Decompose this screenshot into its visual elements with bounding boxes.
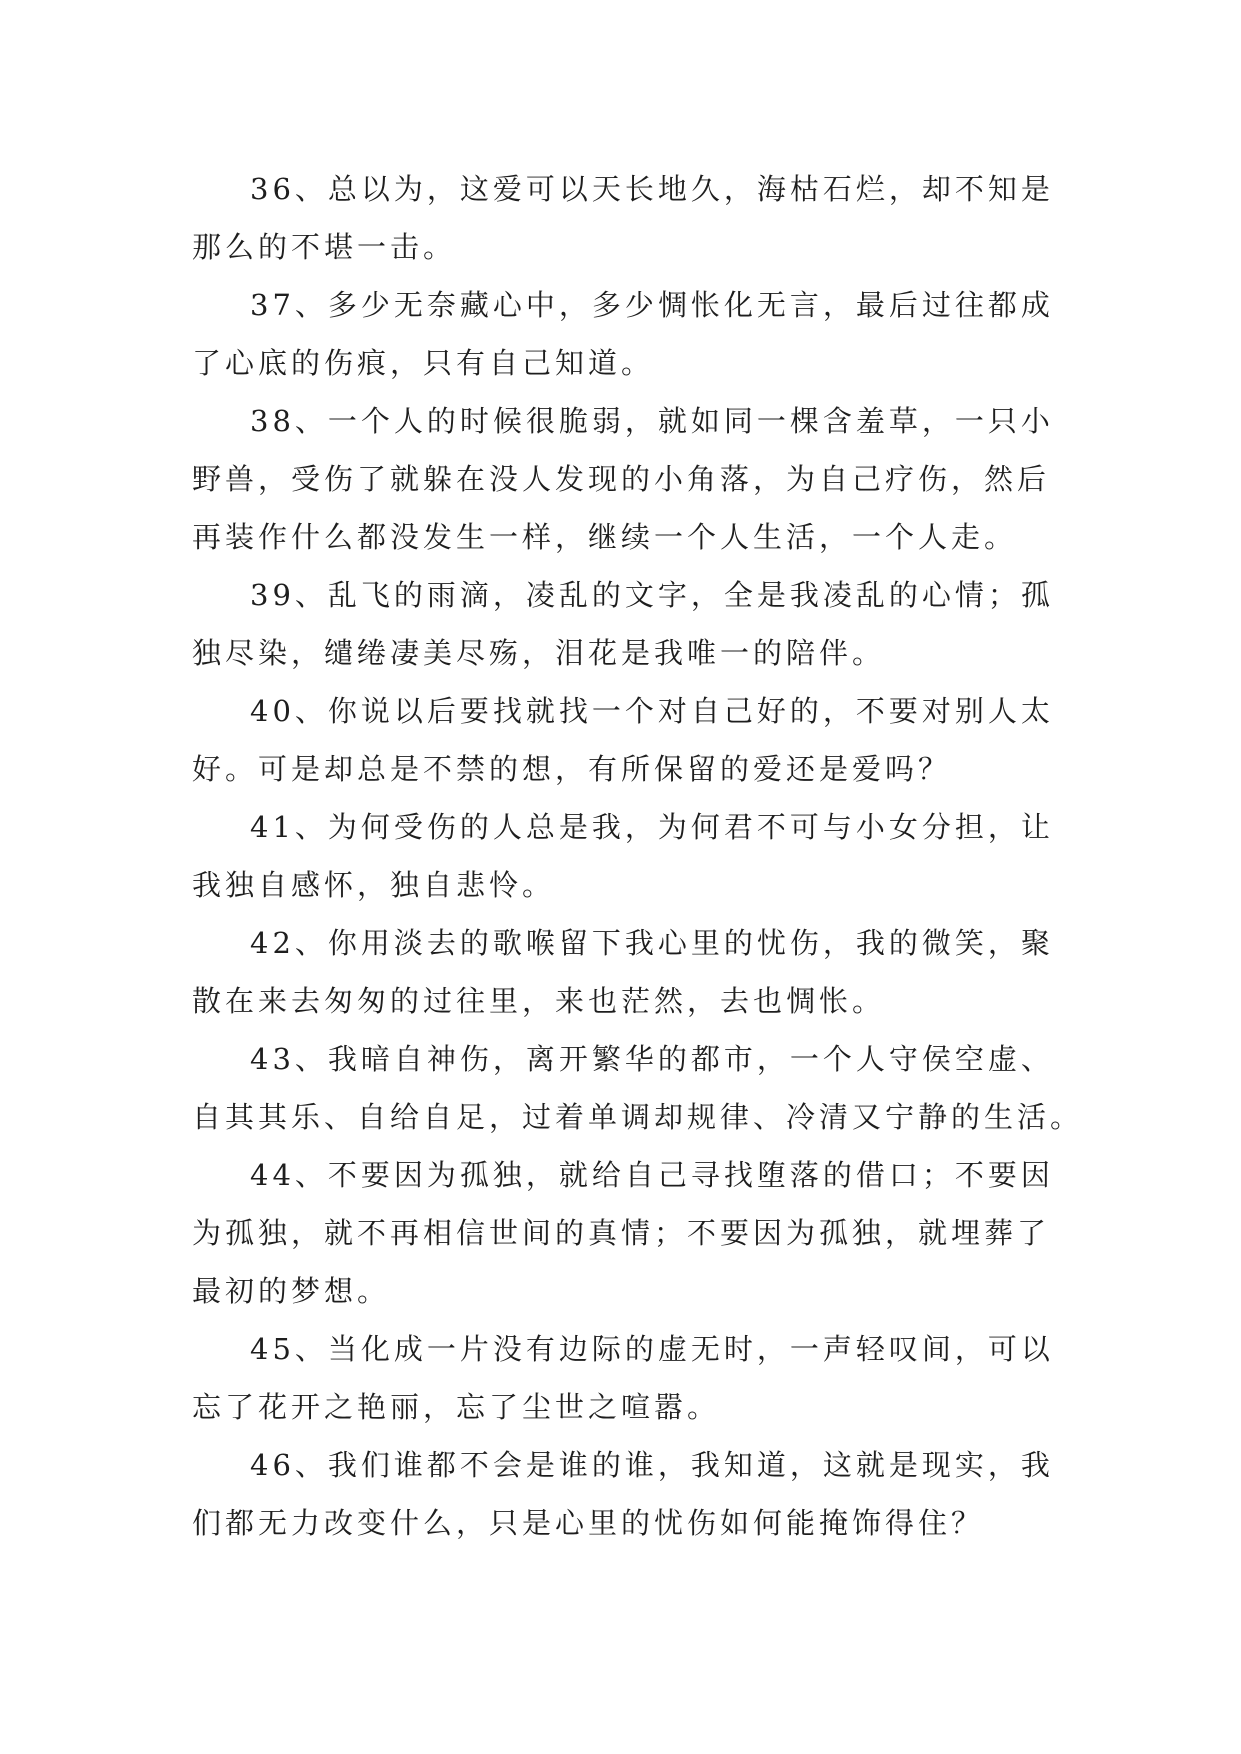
paragraph-line: 再装作什么都没发生一样，继续一个人生活，一个人走。 xyxy=(192,520,1018,554)
paragraph-41 xyxy=(192,798,1062,914)
document-body xyxy=(192,160,1084,1552)
paragraph-43 xyxy=(192,1030,1084,1146)
paragraph-46 xyxy=(192,1436,1062,1552)
paragraph-line: 37、多少无奈藏心中，多少惆怅化无言，最后过往都成 xyxy=(250,288,1054,322)
paragraph-line: 40、你说以后要找就找一个对自己好的，不要对别人太 xyxy=(250,694,1054,728)
paragraph-36 xyxy=(192,160,1062,276)
paragraph-line: 散在来去匆匆的过往里，来也茫然，去也惆怅。 xyxy=(192,984,886,1018)
paragraph-line: 我独自感怀，独自悲怜。 xyxy=(192,868,556,902)
paragraph-44 xyxy=(192,1146,1062,1320)
paragraph-42 xyxy=(192,914,1062,1030)
paragraph-line: 那么的不堪一击。 xyxy=(192,230,457,264)
paragraph-37 xyxy=(192,276,1062,392)
paragraph-line: 为孤独，就不再相信世间的真情；不要因为孤独，就埋葬了 xyxy=(192,1216,1051,1250)
paragraph-line: 42、你用淡去的歌喉留下我心里的忧伤，我的微笑，聚 xyxy=(250,926,1054,960)
paragraph-line: 忘了花开之艳丽，忘了尘世之喧嚣。 xyxy=(192,1390,721,1424)
paragraph-line: 41、为何受伤的人总是我，为何君不可与小女分担，让 xyxy=(250,810,1054,844)
paragraph-45 xyxy=(192,1320,1062,1436)
paragraph-line: 自其其乐、自给自足，过着单调却规律、冷清又宁静的生活。 xyxy=(192,1100,1084,1134)
paragraph-line: 们都无力改变什么，只是心里的忧伤如何能掩饰得住？ xyxy=(192,1506,985,1540)
paragraph-line: 了心底的伤痕，只有自己知道。 xyxy=(192,346,655,380)
paragraph-line: 38、一个人的时候很脆弱，就如同一棵含羞草，一只小 xyxy=(250,404,1054,438)
paragraph-line: 36、总以为，这爱可以天长地久，海枯石烂，却不知是 xyxy=(250,172,1054,206)
paragraph-line: 43、我暗自神伤，离开繁华的都市，一个人守侯空虚、 xyxy=(250,1042,1054,1076)
paragraph-line: 好。可是却总是不禁的想，有所保留的爱还是爱吗？ xyxy=(192,752,952,786)
paragraph-line: 44、不要因为孤独，就给自己寻找堕落的借口；不要因 xyxy=(250,1158,1054,1192)
paragraph-line: 45、当化成一片没有边际的虚无时，一声轻叹间，可以 xyxy=(250,1332,1054,1366)
paragraph-40 xyxy=(192,682,1062,798)
paragraph-line: 46、我们谁都不会是谁的谁，我知道，这就是现实，我 xyxy=(250,1448,1054,1482)
paragraph-line: 野兽，受伤了就躲在没人发现的小角落，为自己疗伤，然后 xyxy=(192,462,1051,496)
paragraph-39 xyxy=(192,566,1062,682)
paragraph-line: 39、乱飞的雨滴，凌乱的文字，全是我凌乱的心情；孤 xyxy=(250,578,1054,612)
paragraph-38 xyxy=(192,392,1062,566)
paragraph-line: 最初的梦想。 xyxy=(192,1274,391,1308)
paragraph-line: 独尽染，缱绻凄美尽殇，泪花是我唯一的陪伴。 xyxy=(192,636,886,670)
